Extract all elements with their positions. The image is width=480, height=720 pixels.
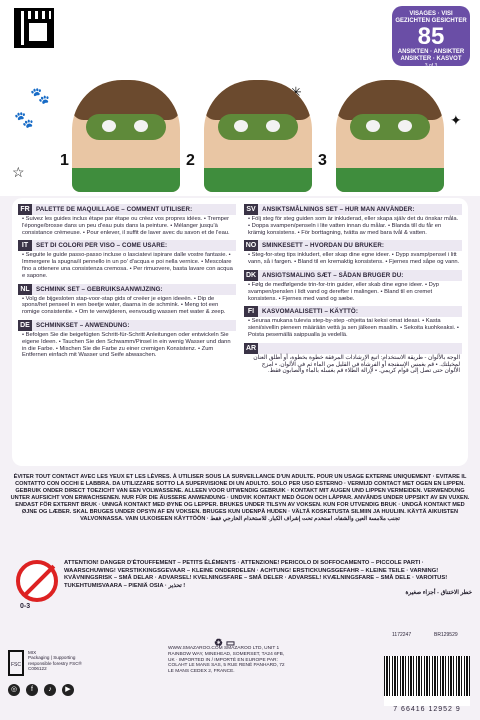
facebook-icon[interactable]: f: [26, 684, 38, 696]
section-it: [18, 240, 236, 279]
badge-number: 85: [417, 23, 445, 50]
section-body: • Følg de medfølgende trin-for-trin guider, eller skab dine egne ideer. • Dyp svampen/penslen i lidt vand og derefter i malingen. • Bland til en cremet konsistens. • Fjernes med vand og sæbe.: [248, 281, 439, 302]
tiktok-icon[interactable]: ♪: [44, 684, 56, 696]
section-body: • Befolgen Sie die beigefügten Schritt-für-Schritt Anleitungen oder entwickeln Sie eigene Ideen. • Tauchen Sie den Schwamm/Pinsel in ein wenig Wasser und dann in die Farbe. • Mischen Sie die Farbe zu einer cremigen Konsistenz. • Zum Entfernen einfach mit Wasser und Seife abwaschen.: [22, 331, 231, 359]
section-body: • Seuraa mukana tulevia step-by-step -ohjeita tai keksi omat ideasi. • Kasta sieni/sivellin pieneen määrään vettä ja sen jälkeen maaliin. • Sekoita kuohkeaksi. • Poista pesemällä saippualla ja vedellä.: [248, 318, 459, 338]
step-number-1: 1: [60, 152, 69, 169]
badge-top-text: VISAGES · VISI GEZICHTEN GESICHTER: [395, 11, 467, 24]
step-number-2: 2: [186, 152, 195, 169]
lang-code: DK: [245, 271, 257, 279]
usage-warning-text: ÉVITER TOUT CONTACT AVEC LES YEUX ET LES LÈVRES. À UTILISER SOUS LA SURVEILLANCE D'UN ADULTE. POUR UN USAGE EXTERNE UNIQUEMENT · EVITARE IL CONTATTO CON OCCHI E LABBRA. DA UTILIZZARE SOTTO LA SUPERVISIONE DI UN ADULTO. SOLO PER USO ESTERNO · VERMIJD CONTACT MET OGEN EN LIPPEN. GEBRUIK ONDER DIRECT TOEZICHT VAN EEN VOLWASSENE. ALLEEN VOOR UITWENDIG GEBRUIK · KONTAKT MIT AUGEN UND LIPPEN VERMEIDEN. VERWENDUNG UNTER AUFSICHT VON ERWACHSENEN. NUR FÜR DIE ÄUSSERE ANWENDUNG · UNDVIK KONTAKT MED ÖGON OCH LÄPPAR. ANVÄNDS UNDER UPPSIKT AV EN VUXEN. ENDAST FÖR EXTERNT BRUK · UNNGÅ KONTAKT MED ØYNE OG LEPPER. BRUKES UNDER TILSYN AV VOKSEN. KUN FOR UTVENDIG BRUK · UNDGÅ KONTAKT MED ØJNE OG LÆBER. SKAL BRUGES UNDER OPSYN AF EN VOKSEN. BRUGES KUN UDENPÅ HUDEN · VÄLTÄ KOSKETUSTA SILMIIN JA HUULIIN. KÄYTÄ AIKUISTEN VALVONNASSA. VAIN ULKOISEEN KÄYTTÖÖN · تجنب ملامسة العين والشفاه. استخدم تحت إشراف الكبار. للاستخدام الخارجي فقط: [10, 474, 470, 522]
section-title: PALETTE DE MAQUILLAGE – COMMENT UTILISER:: [36, 206, 193, 213]
paw-print-icon: 🐾: [14, 112, 34, 129]
fsc-logo-icon: FSC: [8, 650, 24, 676]
instructions-panel: [12, 198, 468, 466]
section-body: الوجه بالألوان - طريقة الاستخدام: اتبع الإرشادات المرفقة خطوة بخطوة، أو أطلق العنان لمخيلتك. • قم بغمس الإسفنجة أو الفرشاة في القليل من الماء ثم في الألوان. • امزج الألوان حتى تصل إلى قوام كريمي. • لإزالة الطلاء قم بغسله بالماء والصابون فقط.: [253, 354, 460, 375]
recycle-info-icon: ♻ ▭: [214, 638, 236, 649]
section-body: • Steg-for-steg tips inkludert, eller skap dine egne ideer. • Dypp svamp/pensel i litt vann, så i fargen. • Bland til en kremaktig konsistens. • Fjernes med såpe og vann.: [248, 252, 460, 266]
lang-code: FR: [18, 204, 32, 215]
section-no: [244, 240, 462, 266]
paw-print-icon: 🐾: [30, 88, 50, 105]
section-body: • Följ steg för steg guiden som är inkluderad, eller skapa själv det du önskar måla. • Doppa svampen/penseln i lite vatten innan du målar. • Blanda till du får en krämig konsistens. • För borttagning, tvätta av med bara tvål & vatten.: [248, 216, 459, 236]
product-codes: [392, 632, 458, 638]
lang-code: NO: [245, 242, 257, 250]
lang-code: NL: [18, 284, 32, 295]
instructions-column-right: [244, 204, 462, 379]
fsc-mix-label: MIX: [28, 650, 37, 655]
hero-area: [0, 0, 480, 196]
product-code: 1172247: [392, 632, 412, 638]
social-icons: [8, 684, 74, 696]
batch-code: BR129529: [434, 632, 458, 638]
face-step-1-image: [72, 80, 180, 192]
star-icon: ☆: [12, 164, 25, 180]
fsc-description: Packaging | Supporting responsible forestry FSC® C006122: [28, 655, 82, 672]
step-number-3: 3: [318, 152, 327, 169]
barcode-icon: [384, 656, 470, 706]
section-nl: [18, 284, 236, 316]
section-ar: [244, 343, 462, 375]
fsc-text: [28, 650, 88, 672]
footer: [0, 626, 480, 720]
ean-number: 7 66416 12952 9: [393, 706, 461, 713]
section-title: ANSIKTSMÅLNINGS SET – HUR MAN ANVÄNDER:: [262, 206, 415, 213]
section-title: ANSIGTSMALING SÆT – SÅDAN BRUGER DU:: [262, 271, 404, 279]
section-sv: [244, 204, 462, 236]
face-step-2-image: [204, 80, 312, 192]
face-step-3-image: [336, 80, 444, 192]
no-under-3-warning-icon: [16, 560, 58, 602]
badge-page: 3 of 3: [424, 63, 438, 69]
lang-code: AR: [245, 344, 257, 352]
lang-code: FI: [244, 306, 258, 317]
choking-warning: [64, 560, 472, 598]
lang-code: SV: [244, 204, 258, 215]
section-fr: [18, 204, 236, 236]
section-body: • Volg de bijgesloten stap-voor-stap gids of creëer je eigen ideeën. • Dip de spons/het penseel in een beetje water, daarna in de schmink. • Meng tot een romige consistentie. • Om te verwijderen, eenvoudig wassen met water & zeep.: [22, 295, 226, 316]
badge-bottom-text: ANSIKTEN · ANSIKTER ANSIKTER · KASVOT: [397, 49, 465, 62]
section-body: • Seguite le guide passo-passo incluse o lasciatevi ispirare dalle vostre fantasie. • Immergere la spugna/il pennello in un po' d'acqua e poi nella vernice. • Mescolare fino a ottenere una consistenza cremosa. • Per rimuovere, basta lavare con acqua e sapone.: [22, 252, 233, 279]
company-address: WWW.SMAZAROO.COM SMAZAROO LTD, UNIT 1 RAINBOW WAY, MINEHEAD, SOMERSET, TA24 6FB, UK · IMPORTED IN / IMPORTÉ EN EUROPE PAR: COLAHT LE MANS SAS, 5 RUE RENÉ PANHARD, 72 LE MANS CEDEX 2, FRANCE.: [168, 646, 285, 675]
section-title: KASVOMAALISETTI – KÄYTTÖ:: [262, 308, 359, 316]
qr-code-icon[interactable]: [14, 8, 54, 48]
section-body: • Suivez les guides inclus étape par étape ou créez vos propres idées. • Tremper l'éponge/brosse dans un peu d'eau puis dans la peinture. • Mélanger jusqu'à consistance crémeuse. • Pour enlever, il suffit de laver avec du savon et de l'eau.: [22, 216, 230, 236]
lang-code: IT: [18, 240, 32, 251]
youtube-icon[interactable]: ▶: [62, 684, 74, 696]
star-icon: ✦: [450, 112, 462, 128]
choking-warning-text: ATTENTION! DANGER D'ÉTOUFFEMENT – PETITS ÉLÉMENTS · ATTENZIONE! PERICOLO DI SOFFOCAMENTO – PICCOLE PARTI · WAARSCHUWING! VERSTIKKINGSGEVAAR – KLEINE ONDERDELEN · ACHTUNG! ERSTICKUNGSGEFAHR – KLEINE TEILE · VARNING! KVÄVNINGSRISK – SMÅ DELAR · ADVARSEL! KVELNINGSFARE – SMÅ DELER · ADVARSEL! KVÆLNINGSFARE – SMÅ DELE · VAROITUS! TUKEHTUMISVAARA – PIENIÄ OSIA · تحذير !: [64, 560, 448, 589]
instructions-column-left: [18, 204, 236, 363]
face-count-badge: [392, 6, 470, 69]
section-title: SET DI COLORI PER VISO – COME USARE:: [36, 242, 168, 250]
section-title: SCHMINKSET – ANWENDUNG:: [36, 321, 130, 329]
section-title: SCHMINK SET – GEBRUIKSAANWIJZING:: [36, 285, 163, 293]
lang-code: DE: [18, 320, 32, 331]
section-de: [18, 320, 236, 359]
age-warning-label: 0-3: [20, 603, 31, 610]
section-title: SMINKESETT – HVORDAN DU BRUKER:: [262, 242, 385, 250]
instagram-icon[interactable]: ◎: [8, 684, 20, 696]
section-dk: [244, 270, 462, 302]
section-fi: [244, 306, 462, 338]
choking-warning-arabic: خطر الاختناق - أجزاء صغيرة: [405, 590, 472, 597]
